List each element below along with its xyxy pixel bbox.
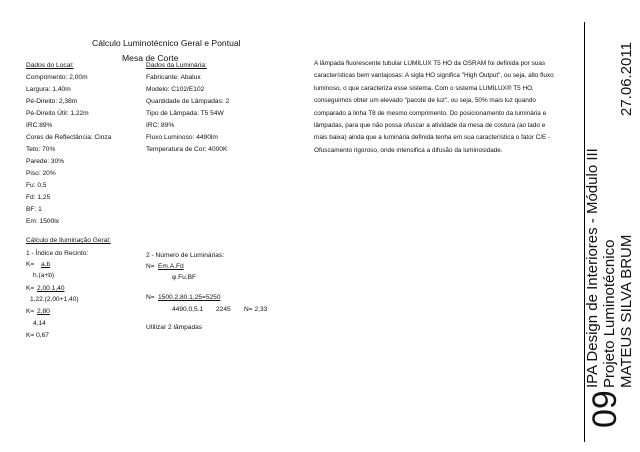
local-row: Fd: 1,25 xyxy=(26,194,51,201)
indice-values-numerator: 2,00.1,40 xyxy=(37,285,65,292)
local-row: Pé-Direito Útil: 1,22m xyxy=(26,110,89,117)
local-row: BF: 1 xyxy=(26,206,42,213)
indice-k-symbol: K= xyxy=(26,261,35,268)
description-line: mais baixa) ainda que a luminária definida tenha em sua característica o fator C/E - xyxy=(314,134,551,142)
description-line: A lâmpada fluorescente tubular LUMILUX T5 HO da OSRAM foi definida por suas xyxy=(314,60,546,67)
project-title: Projeto Luminotécnico xyxy=(601,239,618,388)
luminaria-row: Tipo de Lâmpada: T5 54W xyxy=(146,110,224,117)
luminaria-row: Fabricante: Abalux xyxy=(146,74,201,81)
description-line: lâmpadas, para que não possa ofuscar a atividade da mesa de costura (ao lado e xyxy=(314,122,546,130)
luminarias-formula-denominator: φ.Fu.BF xyxy=(172,274,197,281)
indice-formula-denominator: h.(a+b) xyxy=(33,272,55,279)
calc-header: Cálculo de Iluminação Geral: xyxy=(26,237,111,244)
luminaria-header: Dados da Luminária: xyxy=(146,62,207,69)
course-title: IPA Design de Interiores - Módulo III xyxy=(584,148,601,388)
luminaria-row: Temperatura de Cor: 4000K xyxy=(146,146,228,153)
local-header: Dados do Local: xyxy=(26,62,74,69)
sheet-date: 27.06.2011 xyxy=(618,42,635,116)
indice-k-symbol: K= xyxy=(26,285,35,292)
luminarias-label: 2 - Número de Luminárias: xyxy=(146,252,225,259)
indice-formula-numerator: a.b xyxy=(41,261,51,268)
luminarias-n-symbol: N= xyxy=(146,294,155,301)
local-row: Em: 1500lx xyxy=(26,218,59,225)
luminaria-row: Quantidade de Lâmpadas: 2 xyxy=(146,98,230,105)
indice-label: 1 - Índice do Recinto: xyxy=(26,250,89,257)
luminarias-n-symbol: N= xyxy=(146,263,155,270)
description-line: luminoso, o que caracteriza esse sistema. Com o sistema LUMILUX® T5 HO, xyxy=(314,84,534,92)
luminarias-values-denominator: 4490.0,5.1 xyxy=(172,306,204,313)
luminaria-row: IRC: 89% xyxy=(146,122,175,129)
luminaria-row: Fluxo Luminoso: 4490lm xyxy=(146,134,218,141)
sheet-number: 09 xyxy=(586,390,624,428)
luminarias-conclusion: Utilizar 2 lâmpadas xyxy=(146,324,203,331)
local-row: Piso: 20% xyxy=(26,170,56,177)
local-row: Fu: 0,5 xyxy=(26,182,47,189)
indice-k-symbol: K= xyxy=(26,308,35,315)
description-line: comparado à linha T8 de mesmo comprimento. Do posicionamento da luminária e xyxy=(314,109,547,117)
luminarias-result: N= 2,33 xyxy=(244,306,268,313)
luminarias-values-numerator: 1500.2,80.1,25=5250 xyxy=(158,294,221,301)
local-row: Teto: 70% xyxy=(26,146,56,153)
indice-ratio-denominator: 4,14 xyxy=(33,320,46,327)
local-row: Pé-Direito: 2,38m xyxy=(26,98,78,105)
local-row: Largura: 1,40m xyxy=(26,86,71,93)
local-row: Comprimento: 2,00m xyxy=(26,74,88,81)
lamp-description xyxy=(314,58,576,157)
luminaria-row: Modelo: C102/E102 xyxy=(146,86,205,93)
local-row: Parede: 30% xyxy=(26,158,65,165)
luminarias-formula-numerator: Em.A.Fd xyxy=(158,263,184,270)
indice-ratio-numerator: 2,80 xyxy=(37,308,50,315)
indice-result: K= 0,67 xyxy=(26,332,49,339)
description-line: conseguimos obter um elevado "pacote de luz", ou seja, 50% mais luz quando xyxy=(314,97,536,105)
local-row: Cores de Reflectância: Cinza xyxy=(26,134,112,141)
local-row: IRC:89% xyxy=(26,122,53,129)
author-name: MATEUS SILVA BRUM xyxy=(618,234,635,388)
luminarias-intermediate: 2245 xyxy=(216,306,231,313)
page-subtitle: Mesa de Corte xyxy=(122,53,179,63)
indice-values-denominator: 1,22.(2,00+1,40) xyxy=(30,296,79,303)
page-title: Cálculo Luminotécnico Geral e Pontual xyxy=(92,38,241,48)
description-line: características bem vantajosas: A sigla HO significa "High Output", ou seja, alto fluxo xyxy=(314,72,554,80)
description-line: Ofuscamento rigoroso, onde intensifica a difusão da luminosidade. xyxy=(314,146,503,154)
